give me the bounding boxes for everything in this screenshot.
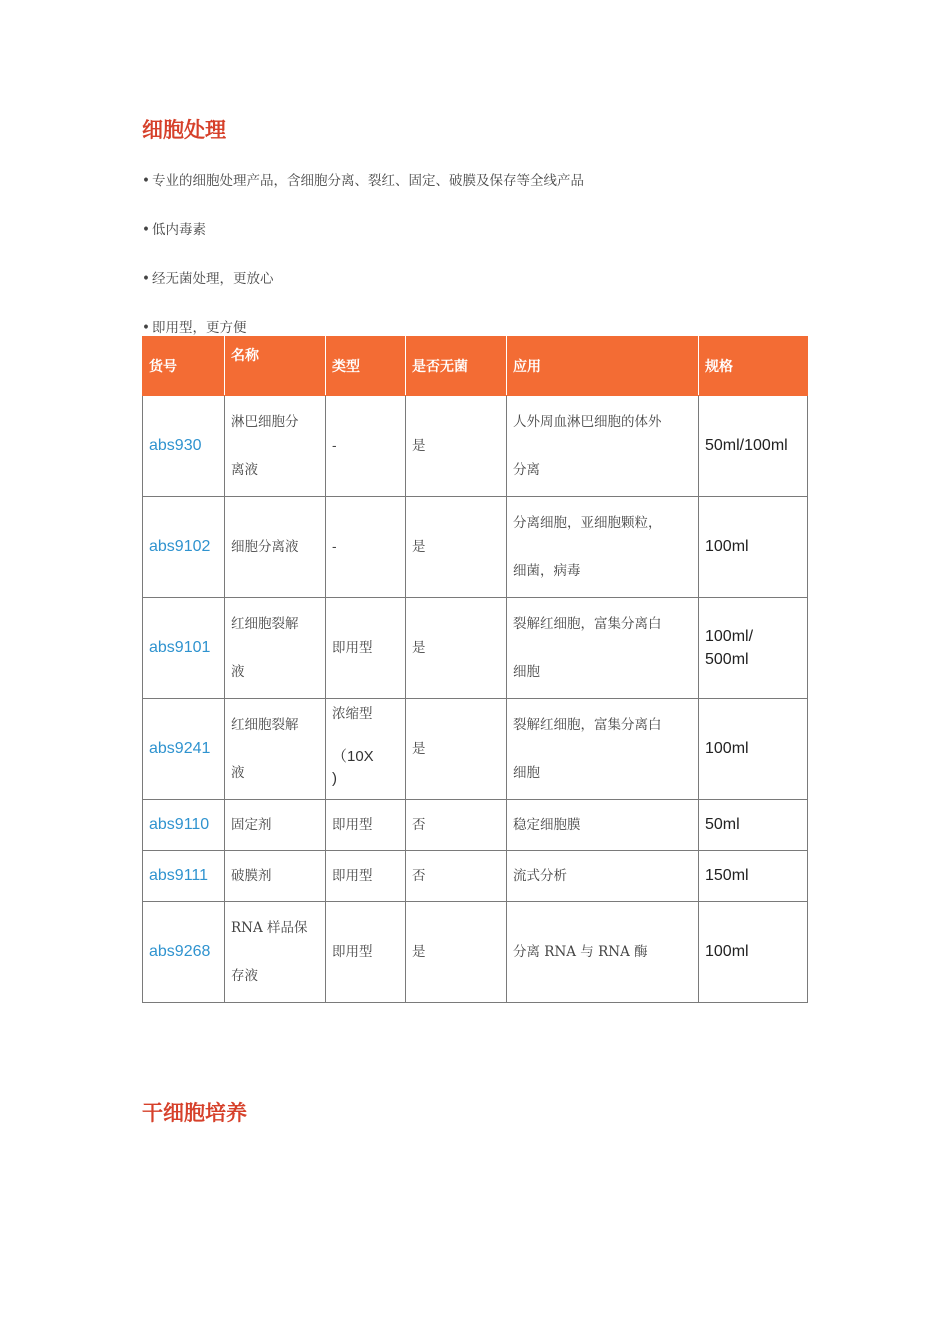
- section-title-cell-processing: 细胞处理: [142, 118, 226, 142]
- product-sterile: 是: [406, 396, 507, 497]
- product-name: 红细胞裂解 液: [225, 598, 326, 699]
- product-name: RNA 样品保 存液: [225, 902, 326, 1003]
- bullet-item: • 专业的细胞处理产品，含细胞分离、裂红、固定、破膜及保存等全线产品: [142, 173, 584, 189]
- header-sterile: 是否无菌: [406, 337, 507, 396]
- product-application: 流式分析: [507, 851, 699, 902]
- product-application: 分离细胞，亚细胞颗粒， 细菌，病毒: [507, 497, 699, 598]
- product-code-link[interactable]: abs930: [143, 396, 225, 497]
- table-header-row: [143, 337, 808, 396]
- product-type: 即用型: [326, 800, 406, 851]
- product-sterile: 否: [406, 800, 507, 851]
- product-application: 稳定细胞膜: [507, 800, 699, 851]
- product-type: -: [326, 396, 406, 497]
- bullet-item: • 经无菌处理，更放心: [142, 271, 274, 287]
- bullet-item: • 即用型，更方便: [142, 320, 247, 336]
- table-row: [143, 396, 808, 497]
- product-sterile: 是: [406, 497, 507, 598]
- product-code-link[interactable]: abs9110: [143, 800, 225, 851]
- header-name: 名称: [225, 337, 326, 396]
- product-type: 即用型: [326, 598, 406, 699]
- section-title-stem-cell-culture: 干细胞培养: [142, 1101, 247, 1125]
- table-row: [143, 902, 808, 1003]
- product-application: 裂解红细胞，富集分离白 细胞: [507, 598, 699, 699]
- product-name: 破膜剂: [225, 851, 326, 902]
- bullet-item: • 低内毒素: [142, 222, 206, 238]
- product-name: 细胞分离液: [225, 497, 326, 598]
- product-code-link[interactable]: abs9111: [143, 851, 225, 902]
- header-application: 应用: [507, 337, 699, 396]
- header-spec: 规格: [699, 337, 808, 396]
- product-sterile: 是: [406, 902, 507, 1003]
- product-application: 裂解红细胞，富集分离白 细胞: [507, 699, 699, 800]
- product-spec: 100ml: [699, 699, 808, 800]
- header-type: 类型: [326, 337, 406, 396]
- product-sterile: 是: [406, 699, 507, 800]
- product-spec: 150ml: [699, 851, 808, 902]
- product-spec: 100ml/ 500ml: [699, 598, 808, 699]
- product-type: 浓缩型 （10X ): [326, 699, 406, 800]
- product-type: 即用型: [326, 851, 406, 902]
- product-table: [142, 336, 808, 1003]
- product-sterile: 否: [406, 851, 507, 902]
- product-spec: 100ml: [699, 497, 808, 598]
- product-type: -: [326, 497, 406, 598]
- product-spec: 50ml/100ml: [699, 396, 808, 497]
- product-type: 即用型: [326, 902, 406, 1003]
- product-application: 分离 RNA 与 RNA 酶: [507, 902, 699, 1003]
- product-spec: 100ml: [699, 902, 808, 1003]
- product-code-link[interactable]: abs9102: [143, 497, 225, 598]
- table-row: [143, 497, 808, 598]
- table-row: [143, 800, 808, 851]
- table-row: [143, 699, 808, 800]
- table-row: [143, 851, 808, 902]
- product-code-link[interactable]: abs9241: [143, 699, 225, 800]
- product-sterile: 是: [406, 598, 507, 699]
- product-name: 固定剂: [225, 800, 326, 851]
- table-row: [143, 598, 808, 699]
- product-name: 淋巴细胞分 离液: [225, 396, 326, 497]
- product-spec: 50ml: [699, 800, 808, 851]
- header-code: 货号: [143, 337, 225, 396]
- product-code-link[interactable]: abs9101: [143, 598, 225, 699]
- product-name: 红细胞裂解 液: [225, 699, 326, 800]
- product-code-link[interactable]: abs9268: [143, 902, 225, 1003]
- product-application: 人外周血淋巴细胞的体外 分离: [507, 396, 699, 497]
